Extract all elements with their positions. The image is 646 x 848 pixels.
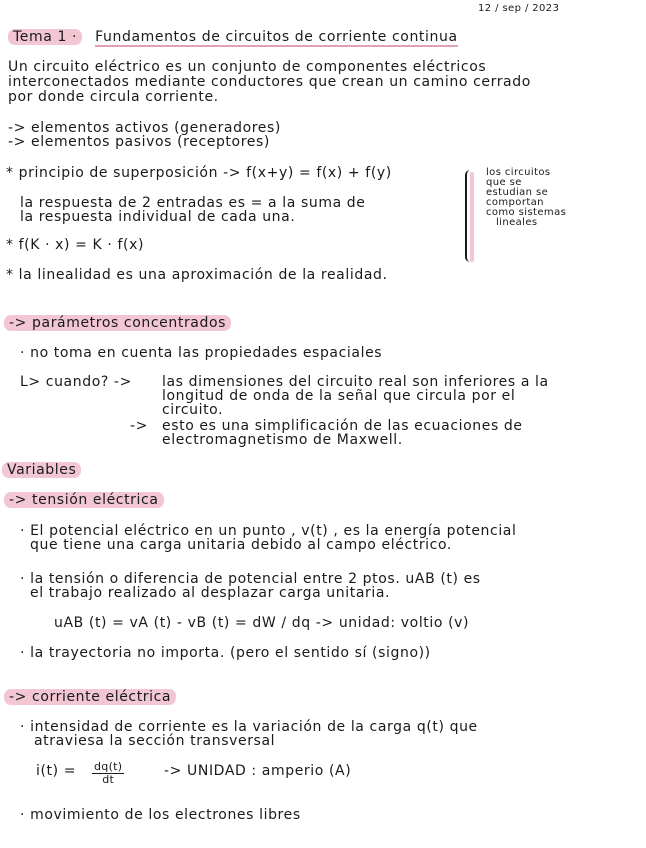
side-note-3: estudian se	[486, 187, 549, 198]
voltage-formula: uAB (t) = vA (t) - vB (t) = dW / dq -> unidad: voltio (v)	[54, 615, 470, 631]
superposition-desc-1: la respuesta de 2 entradas es = a la suma de	[20, 195, 366, 211]
current-heading	[4, 690, 176, 705]
brace	[465, 170, 475, 262]
also-arrow: ->	[130, 418, 148, 434]
page-title	[8, 30, 458, 45]
voltage-b2-line-2: el trabajo realizado al desplazar carga unitaria.	[30, 585, 391, 601]
when-line-1: las dimensiones del circuito real son inferiores a la	[162, 374, 549, 390]
current-b1-line-2: atraviesa la sección transversal	[34, 733, 276, 749]
title-label: Tema 1 ·	[8, 29, 82, 45]
voltage-b1-line-2: que tiene una carga unitaria debido al campo eléctrico.	[30, 537, 452, 553]
lumped-heading-text: -> parámetros concentrados	[4, 315, 231, 331]
scaling-property: * f(K · x) = K · f(x)	[6, 237, 145, 253]
current-fraction	[92, 761, 124, 786]
voltage-b2-line-1: · la tensión o diferencia de potencial entre 2 ptos. uAB (t) es	[20, 571, 481, 587]
intro-line-1: Un circuito eléctrico es un conjunto de componentes eléctricos	[8, 59, 487, 75]
current-heading-text: -> corriente eléctrica	[4, 689, 176, 705]
side-note-2: que se	[486, 177, 522, 188]
when-line-2: longitud de onda de la señal que circula por el	[162, 388, 516, 404]
variables-heading	[2, 463, 81, 478]
current-formula-lhs: i(t) =	[36, 763, 77, 779]
lumped-bullet: · no toma en cuenta las propiedades espaciales	[20, 345, 383, 361]
also-line-2: electromagnetismo de Maxwell.	[162, 432, 403, 448]
when-line-3: circuito.	[162, 402, 224, 418]
intro-line-2: interconectados mediante conductores que crean un camino cerrado	[8, 74, 531, 90]
voltage-heading-text: -> tensión eléctrica	[4, 492, 164, 508]
superposition-principle: * principio de superposición -> f(x+y) = f(x) + f(y)	[6, 165, 392, 181]
intro-line-3: por donde circula corriente.	[8, 89, 219, 105]
date: 12 / sep / 2023	[478, 3, 560, 14]
variables-heading-text: Variables	[2, 462, 81, 478]
voltage-b1-line-1: · El potencial eléctrico en un punto , v(t) , es la energía potencial	[20, 523, 517, 539]
fraction-numerator: dq(t)	[94, 760, 123, 773]
side-note-6: lineales	[496, 217, 538, 228]
fraction-denominator: dt	[102, 773, 115, 786]
voltage-heading	[4, 493, 164, 508]
current-b1-line-1: · intensidad de corriente es la variación de la carga q(t) que	[20, 719, 478, 735]
passive-elements: -> elementos pasivos (receptores)	[8, 134, 270, 150]
current-formula-rhs: -> UNIDAD : amperio (A)	[164, 763, 352, 779]
side-note-1: los circuitos	[486, 167, 551, 178]
title-text: Fundamentos de circuitos de corriente continua	[95, 29, 458, 45]
lumped-heading	[4, 316, 231, 331]
also-line-1: esto es una simplificación de las ecuaciones de	[162, 418, 523, 434]
when-label: L> cuando? ->	[20, 374, 132, 390]
side-note-5: como sistemas	[486, 207, 567, 218]
side-note-4: comportan	[486, 197, 544, 208]
voltage-b3: · la trayectoria no importa. (pero el sentido sí (signo))	[20, 645, 431, 661]
active-elements: -> elementos activos (generadores)	[8, 120, 281, 136]
linearity-note: * la linealidad es una aproximación de la realidad.	[6, 267, 388, 283]
superposition-desc-2: la respuesta individual de cada una.	[20, 209, 296, 225]
current-b2: · movimiento de los electrones libres	[20, 807, 301, 823]
